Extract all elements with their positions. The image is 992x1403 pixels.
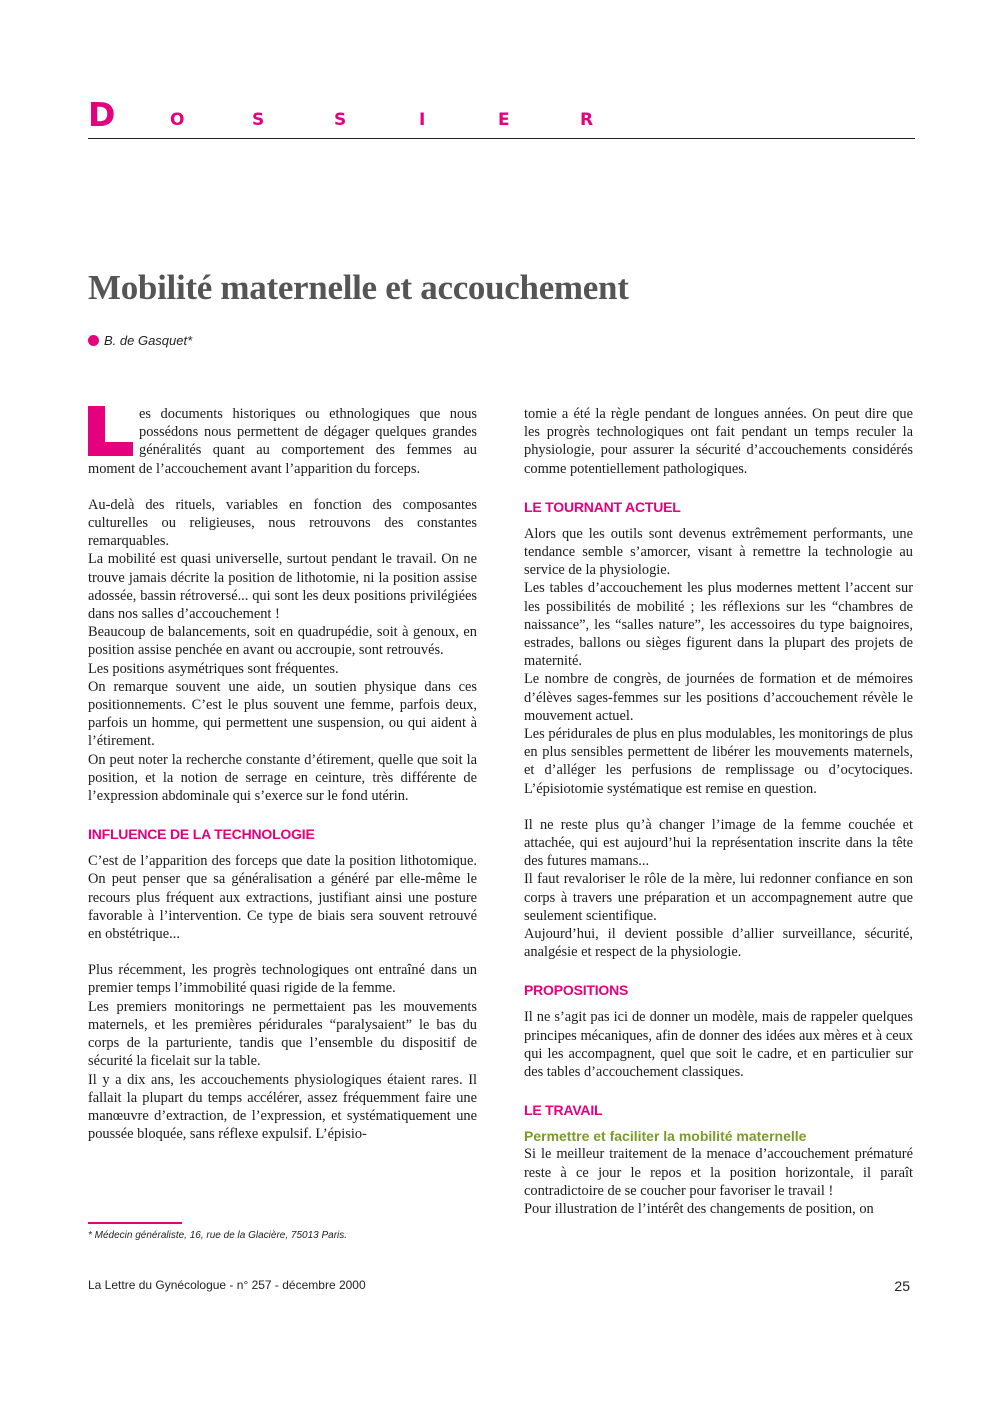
paragraph: Les premiers monitorings ne permettaient pas les mouvements maternels, et les premières péridurales “paralysaient” le bas du corps de la parturiente, tandis que l’ensemble du dispositif de sécurité la ficelait sur la table. xyxy=(88,998,477,1070)
paragraph: On remarque souvent une aide, un soutien physique dans ces positionnements. C’est le plus souvent une femme, parfois deux, parfois un homme, qui permettent une suspension, ou qui aident à l’étirement. xyxy=(88,678,477,750)
section-heading: INFLUENCE DE LA TECHNOLOGIE xyxy=(88,826,315,843)
paragraph: Alors que les outils sont devenus extrêmement performants, une tendance semble s’amorcer, visant à remettre la technologie au service de la physiologie. xyxy=(524,525,913,579)
journal-citation: La Lettre du Gynécologue - n° 257 - décembre 2000 xyxy=(88,1278,366,1292)
paragraph: Il ne s’agit pas ici de donner un modèle, mais de rappeler quelques principes mécaniques, afin de donner des idées aux mères et à ceux qui les accompagnent, quel que soit le cadre, et en particulier sur des tables d’accouchement classiques. xyxy=(524,1009,913,1081)
header-letter: O xyxy=(170,110,185,130)
paragraph: Il ne reste plus qu’à changer l’image de la femme couchée et attachée, qui est aujourd’hui la représentation inscrite dans la tête des futures mamans... xyxy=(524,816,913,870)
paragraph: Pour illustration de l’intérêt des changements de position, on xyxy=(524,1200,874,1217)
left-column xyxy=(88,405,477,1143)
paragraph: Il y a dix ans, les accouchements physiologiques étaient rares. Il fallait la plupart du temps accélérer, assez fréquemment faire une manœuvre d’extraction, de l’expression, et systématiquement une poussée bloquée, sans réflexe expulsif. L’épisio- xyxy=(88,1071,477,1143)
section-header-dossier xyxy=(88,95,915,139)
footnote-divider xyxy=(88,1222,182,1224)
header-letter: S xyxy=(334,110,347,130)
paragraph: Aujourd’hui, il devient possible d’allier surveillance, sécurité, analgésie et respect de la physiologie. xyxy=(524,926,913,961)
section-heading: PROPOSITIONS xyxy=(524,982,629,999)
subsection-heading: Permettre et faciliter la mobilité maternelle xyxy=(524,1128,807,1145)
section-heading: LE TOURNANT ACTUEL xyxy=(524,498,681,515)
paragraph: C’est de l’apparition des forceps que date la position lithotomique. On peut penser que sa généralisation a généré par elle-même le recours plus fréquent aux extractions, justifiant ainsi une posture favorable à l’intervention. Ce type de biais sera souvent retrouvé en obstétrique... xyxy=(88,853,477,943)
author-byline xyxy=(88,333,192,348)
paragraph: Beaucoup de balancements, soit en quadrupédie, soit à genoux, en position assise penchée en avant ou accroupie, sont retrouvés. xyxy=(88,624,477,659)
paragraph: Les tables d’accouchement les plus modernes mettent l’accent sur les possibilités de mobilité ; les réflexions sur les “chambres de naissance”, les “salles nature”, les accessoires du type baignoires, estrades, ballons ou sièges figurent dans la plupart des projets de maternité. xyxy=(524,580,913,670)
header-letter: S xyxy=(252,110,265,130)
paragraph: Les péridurales de plus en plus modulables, les monitorings de plus en plus sensibles permettent de libérer les mouvements maternels, et d’alléger les perfusions de remplissage ou d’ocytociques. L’épisiotomie systématique est remise en question. xyxy=(524,726,913,797)
dropcap-l-icon xyxy=(88,405,136,455)
intro-paragraph xyxy=(88,405,477,478)
paragraph: es documents historiques ou ethnologiques que nous possédons nous permettent de dégager quelques grandes généralités quant au comportement des femmes au moment de l’accouchement avant l’apparition du forceps. xyxy=(88,406,477,477)
header-letter: E xyxy=(498,110,510,130)
paragraph: Au-delà des rituels, variables en fonction des composantes culturelles ou religieuses, nous retrouvons des constantes remarquables. xyxy=(88,496,477,550)
paragraph: On peut noter la recherche constante d’étirement, quelle que soit la position, et la notion de serrage en ceinture, très différente de l’expression abdominale qui s’exerce sur le fond utérin. xyxy=(88,751,477,805)
paragraph: tomie a été la règle pendant de longues années. On peut dire que les progrès technologiques ont fait pendant un temps reculer la physiologie, pour assurer la sécurité d’accouchements considérés comme potentiellement pathologiques. xyxy=(524,406,913,477)
paragraph: Les positions asymétriques sont fréquentes. xyxy=(88,660,339,677)
page-number: 25 xyxy=(894,1278,910,1294)
right-column xyxy=(524,405,913,1218)
paragraph: La mobilité est quasi universelle, surtout pendant le travail. On ne trouve jamais décrite la position de lithotomie, ni la position assise adossée, bassin rétroversé... qui sont les deux positions privilégiées dans nos salles d’accouchement ! xyxy=(88,551,477,623)
paragraph: Le nombre de congrès, de journées de formation et de mémoires d’élèves sages-femmes sur les positions d’accouchement révèle le mouvement actuel. xyxy=(524,671,913,724)
section-heading: LE TRAVAIL xyxy=(524,1102,603,1119)
paragraph: Si le meilleur traitement de la menace d’accouchement prématuré reste à ce jour le repos et la position horizontale, il paraît contradictoire de se coucher pour favoriser le travail ! xyxy=(524,1146,913,1199)
header-letter: I xyxy=(419,110,426,130)
footnote: * Médecin généraliste, 16, rue de la Glacière, 75013 Paris. xyxy=(88,1230,348,1241)
page-footer xyxy=(88,1278,910,1292)
header-letter: R xyxy=(580,110,594,130)
article-title: Mobilité maternelle et accouchement xyxy=(88,268,629,307)
author-name: B. de Gasquet* xyxy=(104,333,193,348)
paragraph: Plus récemment, les progrès technologiques ont entraîné dans un premier temps l’immobilité quasi rigide de la femme. xyxy=(88,962,477,997)
bullet-dot-icon xyxy=(88,335,99,346)
paragraph: Il faut revaloriser le rôle de la mère, lui redonner confiance en son corps à travers une préparation et un accompagnement autre que seulement scientifique. xyxy=(524,871,913,924)
header-letter: D xyxy=(88,95,116,134)
